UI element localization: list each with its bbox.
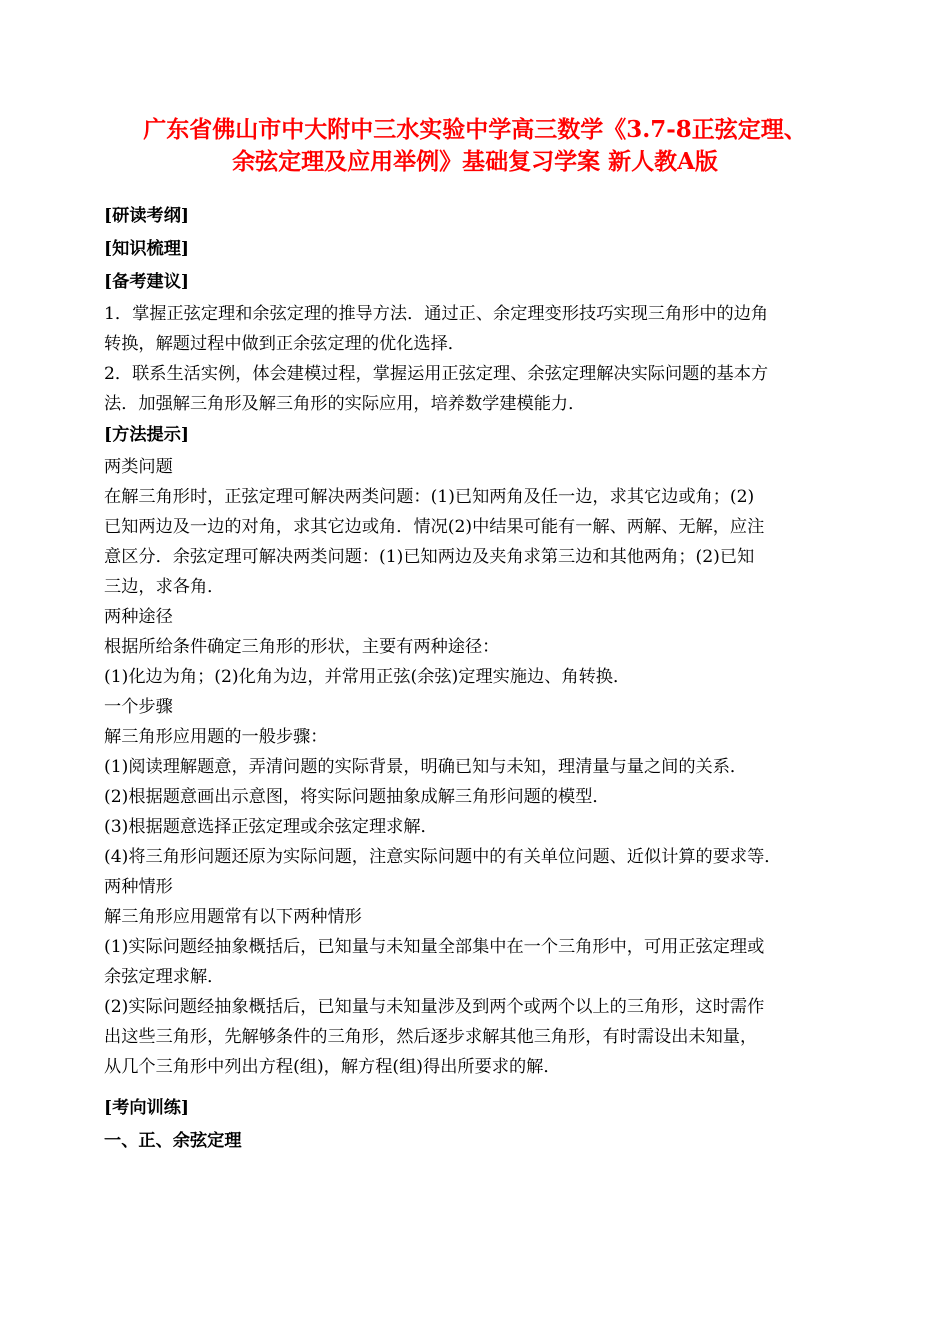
heading-training: [考向训练] [104, 1098, 190, 1118]
paragraph-line: 解三角形应用题常有以下两种情形 [104, 907, 362, 927]
paragraph-line: (1)实际问题经抽象概括后，已知量与未知量全部集中在一个三角形中，可用正弦定理或 [104, 937, 765, 957]
heading-methods: [方法提示] [104, 425, 190, 445]
paragraph-line: 三边，求各角． [104, 577, 225, 597]
suggestion-line: 法．加强解三角形及解三角形的实际应用，培养数学建模能力． [104, 394, 586, 414]
paragraph-line: 在解三角形时，正弦定理可解决两类问题：(1)已知两角及任一边，求其它边或角；(2) [104, 487, 755, 507]
paragraph-line: 余弦定理求解． [104, 967, 225, 987]
paragraph-line: (2)实际问题经抽象概括后，已知量与未知量涉及到两个或两个以上的三角形，这时需作 [104, 997, 765, 1017]
subheading-two-situations: 两种情形 [104, 877, 173, 897]
subheading-one-procedure: 一个步骤 [104, 697, 173, 717]
heading-study-outline: [研读考纲] [104, 206, 190, 226]
paragraph-line: (3)根据题意选择正弦定理或余弦定理求解． [104, 817, 438, 837]
suggestion-line: 转换，解题过程中做到正余弦定理的优化选择． [104, 334, 465, 354]
paragraph-line: (4)将三角形问题还原为实际问题，注意实际问题中的有关单位问题、近似计算的要求等． [104, 847, 782, 867]
subheading-two-ways: 两种途径 [104, 607, 173, 627]
suggestion-line: 2．联系生活实例，体会建模过程，掌握运用正弦定理、余弦定理解决实际问题的基本方 [104, 364, 769, 384]
document-body [104, 200, 852, 1158]
paragraph-line: 从几个三角形中列出方程(组)，解方程(组)得出所要求的解． [104, 1057, 561, 1077]
paragraph-line: (1)阅读理解题意，弄清问题的实际背景，明确已知与未知，理清量与量之间的关系． [104, 757, 748, 777]
title-line-1: 广东省佛山市中大附中三水实验中学高三数学《3.7-8正弦定理、 [143, 116, 807, 143]
document-title [95, 114, 855, 178]
paragraph-line: 解三角形应用题的一般步骤： [104, 727, 328, 747]
suggestion-line: 1．掌握正弦定理和余弦定理的推导方法．通过正、余定理变形技巧实现三角形中的边角 [104, 304, 769, 324]
heading-knowledge: [知识梳理] [104, 239, 190, 259]
title-line-2: 余弦定理及应用举例》基础复习学案 新人教A版 [232, 148, 718, 175]
paragraph-line: 根据所给条件确定三角形的形状，主要有两种途径： [104, 637, 500, 657]
paragraph-line: 出这些三角形，先解够条件的三角形，然后逐步求解其他三角形，有时需设出未知量， [104, 1027, 758, 1047]
heading-part-one: 一、正、余弦定理 [104, 1131, 242, 1151]
section-spacer [104, 1082, 852, 1092]
paragraph-line: 意区分．余弦定理可解决两类问题：(1)已知两边及夹角求第三边和其他两角；(2)已知 [104, 547, 755, 567]
paragraph-line: 已知两边及一边的对角，求其它边或角．情况(2)中结果可能有一解、两解、无解，应注 [104, 517, 765, 537]
subheading-two-problems: 两类问题 [104, 457, 173, 477]
paragraph-line: (2)根据题意画出示意图，将实际问题抽象成解三角形问题的模型． [104, 787, 610, 807]
heading-suggestions: [备考建议] [104, 272, 190, 292]
paragraph-line: (1)化边为角；(2)化角为边，并常用正弦(余弦)定理实施边、角转换． [104, 667, 631, 687]
